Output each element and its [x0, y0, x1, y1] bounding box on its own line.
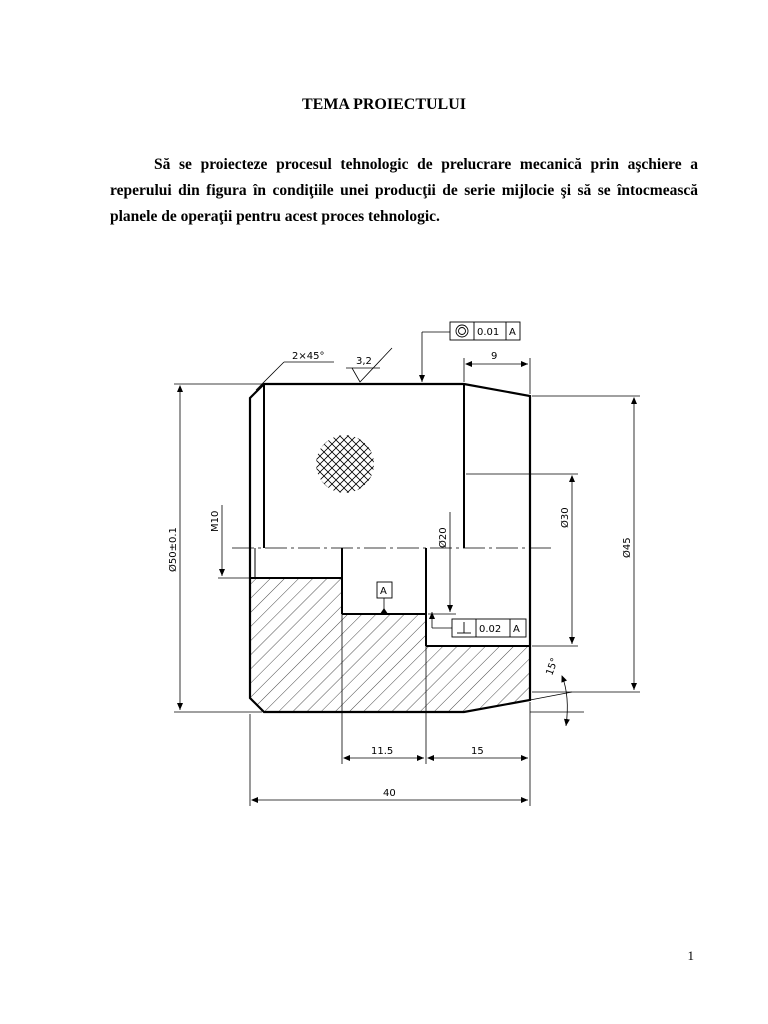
page-number: 1: [687, 948, 694, 963]
knurl-pattern: [316, 435, 374, 493]
datum-triangle: [380, 608, 388, 614]
dim-40: 40: [383, 788, 396, 799]
roughness-label: 3,2: [356, 356, 372, 367]
perpendicularity-datum: A: [513, 624, 520, 635]
dim-d30: Ø30: [560, 507, 571, 528]
runout-datum: A: [509, 327, 516, 338]
datum-label: A: [380, 586, 387, 597]
dim-11-5: 11.5: [371, 746, 394, 757]
dim-m10: M10: [210, 510, 221, 532]
chamfer-label: 2×45°: [292, 351, 325, 362]
dimension-lines: [174, 332, 640, 806]
dim-d45: Ø45: [622, 537, 633, 558]
assignment-paragraph: Să se proiecteze procesul tehnologic de prelucrare mecanică prin aşchiere a reperului din figura în condiţiile unei producţii de serie mijlocie şi să se întocmească planele de operaţii pentru acest proces tehnologic.: [110, 156, 698, 225]
runout-value: 0.01: [477, 327, 500, 338]
perpendicularity-value: 0.02: [479, 624, 502, 635]
dim-d20: Ø20: [438, 527, 449, 548]
dim-15: 15: [471, 746, 484, 757]
dim-9: 9: [491, 351, 498, 362]
dim-15deg: 15°: [544, 656, 561, 678]
page-title: TEMA PROIECTULUI: [301, 96, 467, 113]
dim-d50: Ø50±0.1: [168, 527, 179, 572]
